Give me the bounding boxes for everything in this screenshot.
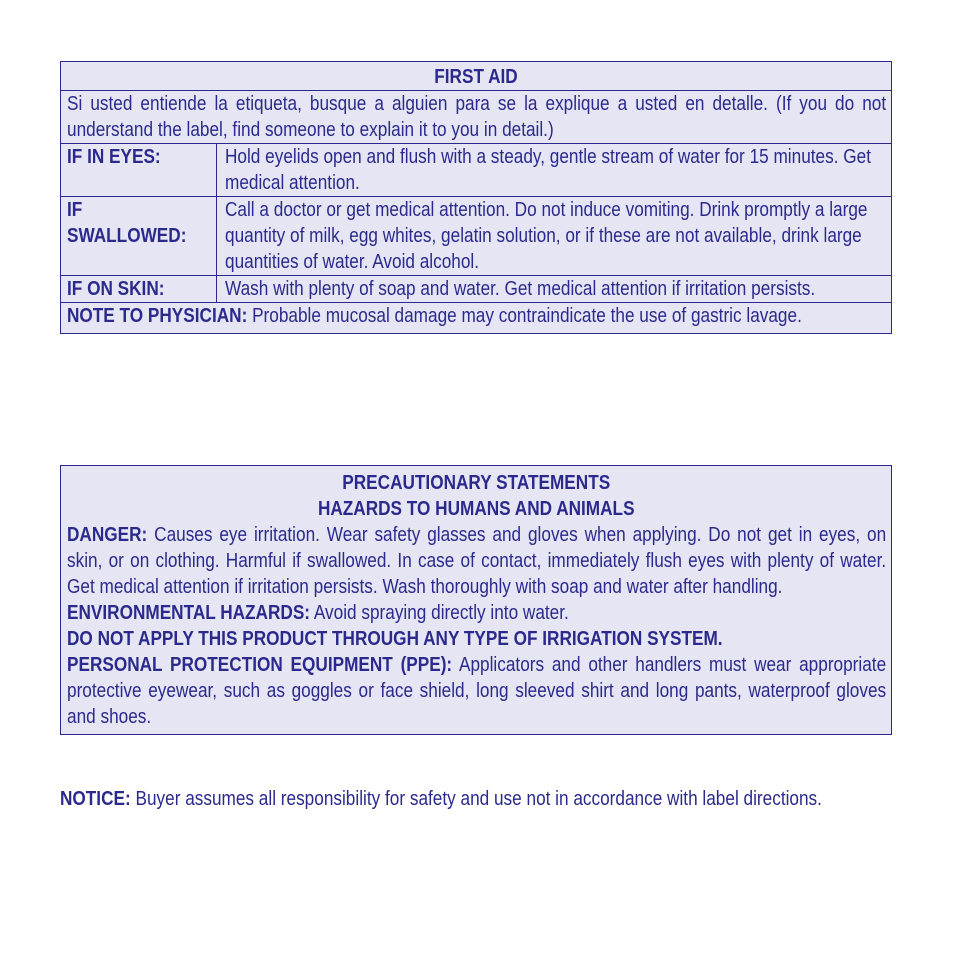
precaution-title: PRECAUTIONARY STATEMENTS (342, 472, 611, 494)
first-aid-title: FIRST AID (434, 66, 518, 88)
skin-text: Wash with plenty of soap and water. Get medical attention if irritation persists. (225, 278, 816, 300)
environmental-label: ENVIRONMENTAL HAZARDS: (67, 602, 311, 624)
danger-paragraph (67, 522, 886, 600)
swallowed-label-line2: SWALLOWED: (67, 225, 187, 247)
swallowed-row (61, 196, 891, 275)
precaution-headings (67, 470, 886, 522)
first-aid-intro: Si usted entiende la etiqueta, busque a alguien para se la explique a usted en detalle. (If you do not understand the label, find someone to explain it to you in detail.) (67, 93, 887, 141)
notice-label: NOTICE: (60, 788, 131, 810)
ppe-label: PERSONAL PROTECTION EQUIPMENT (PPE): (67, 654, 453, 676)
first-aid-box (60, 61, 892, 334)
skin-text-cell (217, 276, 891, 302)
first-aid-intro-row (61, 90, 891, 143)
eyes-label: IF IN EYES: (67, 146, 161, 168)
first-aid-title-row (61, 62, 891, 90)
notice-block (60, 786, 892, 812)
precautionary-box (60, 465, 892, 735)
swallowed-label (67, 197, 212, 249)
notice-paragraph (60, 786, 892, 812)
irrigation-warning: DO NOT APPLY THIS PRODUCT THROUGH ANY TYPE OF IRRIGATION SYSTEM. (67, 628, 723, 650)
notice-text: Buyer assumes all responsibility for safety and use not in accordance with label directions. (135, 788, 822, 810)
environmental-paragraph (67, 600, 886, 626)
precaution-subtitle: HAZARDS TO HUMANS AND ANIMALS (318, 498, 635, 520)
eyes-row (61, 143, 891, 196)
eyes-text-cell (217, 144, 891, 196)
skin-label-cell (61, 276, 217, 302)
skin-row (61, 275, 891, 302)
environmental-text: Avoid spraying directly into water. (313, 602, 569, 624)
eyes-text: Hold eyelids open and flush with a steady, gentle stream of water for 15 minutes. Get medical attention. (225, 146, 871, 194)
physician-text: Probable mucosal damage may contraindicate the use of gastric lavage. (252, 305, 802, 327)
physician-note (67, 303, 886, 329)
ppe-text: Applicators and other handlers must wear appropriate protective eyewear, such as goggles or face shield, long sleeved shirt and long pants, waterproof gloves and shoes. (67, 654, 887, 728)
physician-row (61, 302, 891, 333)
physician-label: NOTE TO PHYSICIAN: (67, 305, 248, 327)
swallowed-text-cell (217, 197, 891, 275)
swallowed-text: Call a doctor or get medical attention. Do not induce vomiting. Drink promptly a large quantity of milk, egg whites, gelatin solution, or if these are not available, drink large quantities of water. Avoid alcohol. (225, 199, 868, 273)
swallowed-label-cell (61, 197, 217, 275)
eyes-label-cell (61, 144, 217, 196)
danger-text: Causes eye irritation. Wear safety glasses and gloves when applying. Do not get in eyes, on skin, or on clothing. Harmful if swallowed. In case of contact, immediately flush eyes with plenty of water. Get medical attention if irritation persists. Wash thoroughly with soap and water after handling. (67, 524, 887, 598)
swallowed-label-line1: IF (67, 199, 83, 221)
skin-label: IF ON SKIN: (67, 278, 165, 300)
danger-label: DANGER: (67, 524, 148, 546)
ppe-paragraph (67, 652, 886, 730)
